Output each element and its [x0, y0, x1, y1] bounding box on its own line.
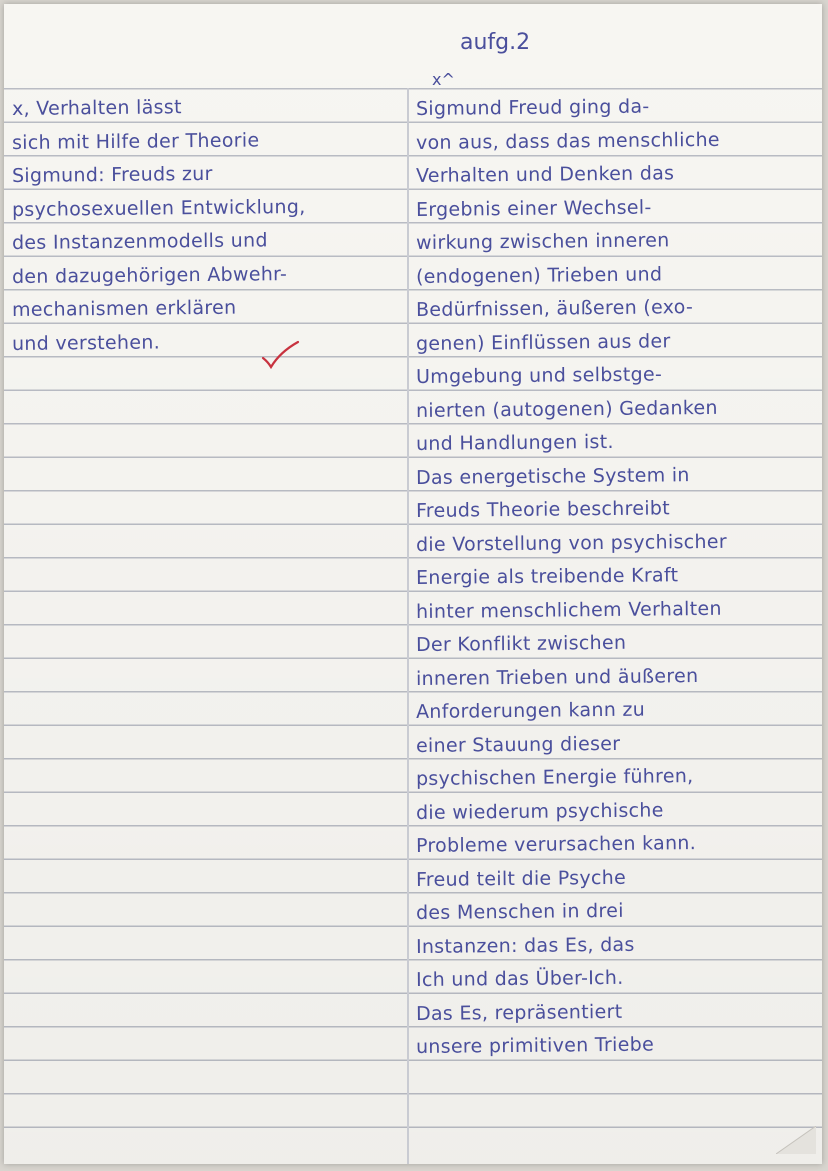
handwritten-line: (endogenen) Trieben und: [415, 262, 663, 288]
handwritten-line: die wiederum psychische: [415, 798, 664, 824]
handwritten-line: Freuds Theorie beschreibt: [415, 497, 671, 522]
handwritten-line: nierten (autogenen) Gedanken: [415, 396, 718, 422]
handwritten-line: Anforderungen kann zu: [415, 698, 646, 723]
handwritten-line: von aus, dass das menschliche: [415, 128, 720, 154]
column-divider: [407, 88, 409, 1164]
handwritten-line: und verstehen.: [11, 330, 161, 355]
handwritten-line: genen) Einflüssen aus der: [415, 329, 671, 355]
handwritten-line: des Instanzenmodells und: [11, 229, 268, 254]
insertion-marker: x^: [432, 70, 455, 89]
handwritten-line: Probleme verursachen kann.: [415, 832, 697, 857]
handwritten-line: Der Konflikt zwischen: [415, 631, 627, 656]
handwritten-line: psychischen Energie führen,: [415, 765, 694, 790]
handwritten-line: Freud teilt die Psyche: [415, 866, 627, 891]
handwritten-line: unsere primitiven Triebe: [415, 1033, 655, 1058]
handwritten-line: Bedürfnissen, äußeren (exo-: [415, 296, 694, 321]
task-heading: aufg.2: [460, 30, 531, 55]
handwritten-line: Sigmund: Freuds zur: [11, 162, 213, 187]
handwritten-line: des Menschen in drei: [415, 899, 624, 924]
handwritten-line: Das energetische System in: [415, 463, 690, 489]
handwritten-line: Verhalten und Denken das: [415, 162, 675, 187]
handwritten-line: und Handlungen ist.: [415, 430, 614, 455]
handwritten-line: x, Verhalten lässt: [11, 96, 182, 120]
handwritten-line: Ergebnis einer Wechsel-: [415, 196, 652, 221]
handwritten-line: die Vorstellung von psychischer: [415, 530, 728, 556]
page-curl-icon: [776, 1126, 816, 1154]
handwritten-line: inneren Trieben und äußeren: [415, 664, 699, 690]
handwritten-line: Energie als treibende Kraft: [415, 564, 679, 589]
handwritten-line: hinter menschlichem Verhalten: [415, 597, 722, 623]
handwritten-line: Umgebung und selbstge-: [415, 363, 663, 388]
notebook-page: [4, 4, 822, 1164]
handwritten-line: psychosexuellen Entwicklung,: [11, 195, 306, 221]
handwritten-line: einer Stauung dieser: [415, 732, 621, 757]
teacher-checkmark-icon: [260, 340, 300, 370]
handwritten-line: wirkung zwischen inneren: [415, 229, 670, 254]
handwritten-line: Instanzen: das Es, das: [415, 933, 635, 958]
handwritten-line: sich mit Hilfe der Theorie: [11, 128, 260, 154]
handwritten-line: Das Es, repräsentiert: [415, 1000, 623, 1025]
handwritten-line: Ich und das Über-Ich.: [415, 966, 624, 991]
handwritten-line: Sigmund Freud ging da-: [415, 95, 650, 120]
handwritten-line: den dazugehörigen Abwehr-: [11, 262, 288, 288]
handwritten-line: mechanismen erklären: [11, 296, 237, 321]
